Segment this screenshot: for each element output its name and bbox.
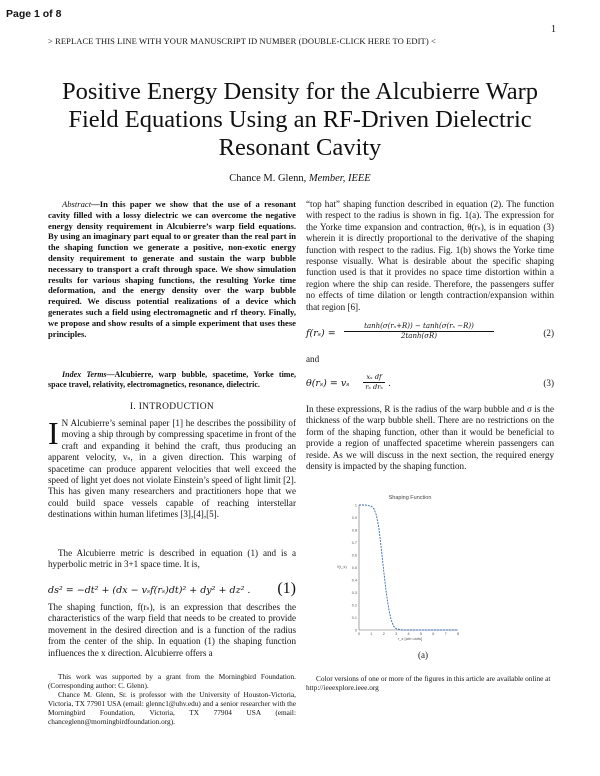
y-tick-label: 0.5 [351, 565, 357, 570]
paper-title [0, 78, 600, 162]
abstract [48, 199, 296, 339]
chart-title: Shaping Function [388, 495, 432, 501]
y-tick-label: 1 [354, 503, 357, 508]
x-tick-label: 4 [407, 632, 410, 636]
x-tick-label: 7 [444, 632, 447, 636]
footnote [48, 672, 296, 726]
equation-1-body: ds² = −dt² + (dx − vₛf(rₛ)dt)² + dy² + dz² . [48, 585, 251, 596]
y-tick-label: 0 [354, 628, 357, 633]
equation-3-numerator: xₛ df [363, 373, 385, 383]
title-line-3: Resonant Cavity [218, 134, 382, 161]
y-tick-label: 0.6 [351, 553, 357, 558]
abstract-text: —In this paper we show that the use of a resonant cavity filled with a lossy dielectric we can overcome the negative energy density requirement in Alcubierre’s warp field equations. By using an imaginary part equal to or greater than the real part in the shaping function we generate a positive, non-exotic energy density requirement to generate and sustain the warp bubble necessary to transport a craft through space. We show simulation results for various shaping functions, the resulting Yorke time deformation, and the energy density over the warp bubble required. We discuss potential realizations of a device which generates such a field using electromagnetic and rf theory. Finally, we propose and show results of a simple experiment that uses these principles. [48, 199, 296, 339]
y-tick-label: 0.3 [351, 590, 357, 595]
intro-paragraph-1 [48, 415, 296, 521]
equation-2-lhs: f(rₛ) = [306, 328, 336, 339]
right-paragraph-2 [306, 404, 554, 472]
x-tick-label: 8 [456, 632, 460, 636]
y-tick-label: 0.4 [351, 578, 357, 583]
x-tick-label: 5 [419, 632, 422, 636]
y-tick-label: 0.1 [351, 615, 357, 620]
y-tick-label: 0.8 [351, 528, 357, 533]
x-tick-label: 0 [357, 632, 361, 636]
color-note-text: Color versions of one or more of the figures in this article are available online at http://ieeexplore.ieee.org [306, 674, 551, 692]
title-line-2: Field Equations Using an RF-Driven Dielectric [68, 106, 532, 133]
index-terms-lead: Index Terms [62, 370, 107, 379]
equation-3 [306, 373, 554, 397]
equation-3-lhs: θ(rₛ) = vₛ [306, 378, 350, 389]
x-tick-label: 1 [370, 632, 373, 636]
abstract-lead: Abstract [62, 199, 92, 209]
footnote-support: This work was supported by a grant from the Morningbird Foundation. (Corresponding author: C. Glenn). [48, 672, 296, 690]
equation-3-fraction [363, 373, 385, 391]
intro-paragraph-2 [48, 548, 296, 571]
y-tick-label: 0.2 [351, 603, 357, 608]
color-versions-note [306, 674, 554, 692]
y-tick-label: 0.9 [351, 515, 357, 520]
author-role: Member, IEEE [308, 173, 371, 184]
y-tick-label: 0.7 [351, 540, 357, 545]
x-axis-label: r_s [arb units] [397, 636, 423, 641]
equation-2 [306, 322, 554, 348]
intro-p3-text: The shaping function, f(rₛ), is an expression that describes the characteristics of the warp field that needs to be created to provide movement in the desired direction and is a function of the radius from the center of the ship. In equation (1) the shaping function influences the x direction. Alcubierre offers a [48, 602, 296, 658]
equation-2-number: (2) [543, 328, 554, 338]
equation-2-denominator: 2tanh(σR) [401, 332, 437, 340]
x-tick-label: 6 [432, 632, 435, 636]
shaping-function-chart [330, 488, 460, 646]
equation-3-denominator: rₛ drₛ [365, 382, 383, 391]
and-text: and [306, 354, 320, 364]
equation-1 [48, 580, 296, 598]
right-paragraph-1 [306, 199, 554, 313]
equation-2-numerator: tanh(σ(rₛ+R)) − tanh(σ(rₛ −R)) [344, 322, 494, 332]
y-axis-label: f(r_s) [337, 564, 347, 569]
manuscript-id-header[interactable]: > REPLACE THIS LINE WITH YOUR MANUSCRIPT ID NUMBER (DOUBLE-CLICK HERE TO EDIT) < [48, 36, 436, 46]
page-number: 1 [551, 24, 556, 35]
right-p2-text: In these expressions, R is the radius of the warp bubble and σ is the thickness of the warp bubble shell. There are no restrictions on the form of the shaping function, other than it would be beneficial to provide a region of unaffected spacetime wherein passengers can reside. As we will discuss in the next section, the required energy density is impacted by the shaping function. [306, 404, 554, 472]
intro-p2-text: The Alcubierre metric is described in equation (1) and is a hyperbolic metric in 3+1 space time. It is, [48, 548, 296, 570]
title-line-1: Positive Energy Density for the Alcubierre Warp [61, 78, 539, 105]
shaping-function-line [359, 505, 458, 630]
x-tick-label: 2 [382, 632, 385, 636]
index-terms [48, 370, 296, 390]
x-tick-label: 3 [395, 632, 398, 636]
page-of-label: Page 1 of 8 [6, 8, 62, 20]
section-heading: I. INTRODUCTION [129, 402, 215, 412]
drop-cap: I [48, 415, 59, 451]
right-p1-text: “top hat” shaping function described in equation (2). The function with respect to the radius is shown in fig. 1(a). The expression for the Yorke time expansion and contraction, θ(rₛ), is in equation (3) wherein it is directly proportional to the derivative of the shaping function with respect to the radius. Fig. 1(b) shows the Yorke time response visually. What is desirable about the specific shaping function used is that it provides no space time distortion within a region where the ship can reside. Therefore, the passengers suffer no effects of time dilation or length contraction/expansion within that region [6]. [306, 199, 554, 312]
author-name: Chance M. Glenn, [229, 173, 307, 184]
equation-2-fraction [344, 322, 494, 341]
intro-paragraph-3 [48, 602, 296, 659]
author-line [0, 173, 600, 184]
equation-1-number: (1) [277, 580, 296, 597]
footnote-bio: Chance M. Glenn, Sr. is professor with the University of Houston-Victoria, Victoria, TX 77901 USA (email: glennc1@uhv.edu) and a senior researcher with the Morningbird Foundation, Victoria, TX 77904 USA (email: chanceglenn@morningbirdfoundation.org). [48, 690, 296, 726]
equation-3-tail: . [388, 378, 392, 389]
equation-3-number: (3) [543, 378, 554, 388]
figure-caption: (a) [418, 650, 428, 660]
index-terms-text: —Alcubierre, warp bubble, spacetime, Yorke time, space travel, relativity, electromagnetics, resonance, dielectric. [48, 370, 297, 389]
intro-p1-text: N Alcubierre’s seminal paper [1] he describes the possibility of moving a ship through by compressing spacetime in front of the craft and expanding it behind the craft, thus producing an apparent velocity, vₛ, in a given direction. This warping of spacetime can produce apparent velocities that well exceed the speed of light yet does not violate Einstein’s speed of light limit [2]. This has given many researchers and practitioners hope that we could build space vessels capable of reaching interstellar destinations within human lifetimes [3],[4],[5]. [48, 418, 296, 520]
